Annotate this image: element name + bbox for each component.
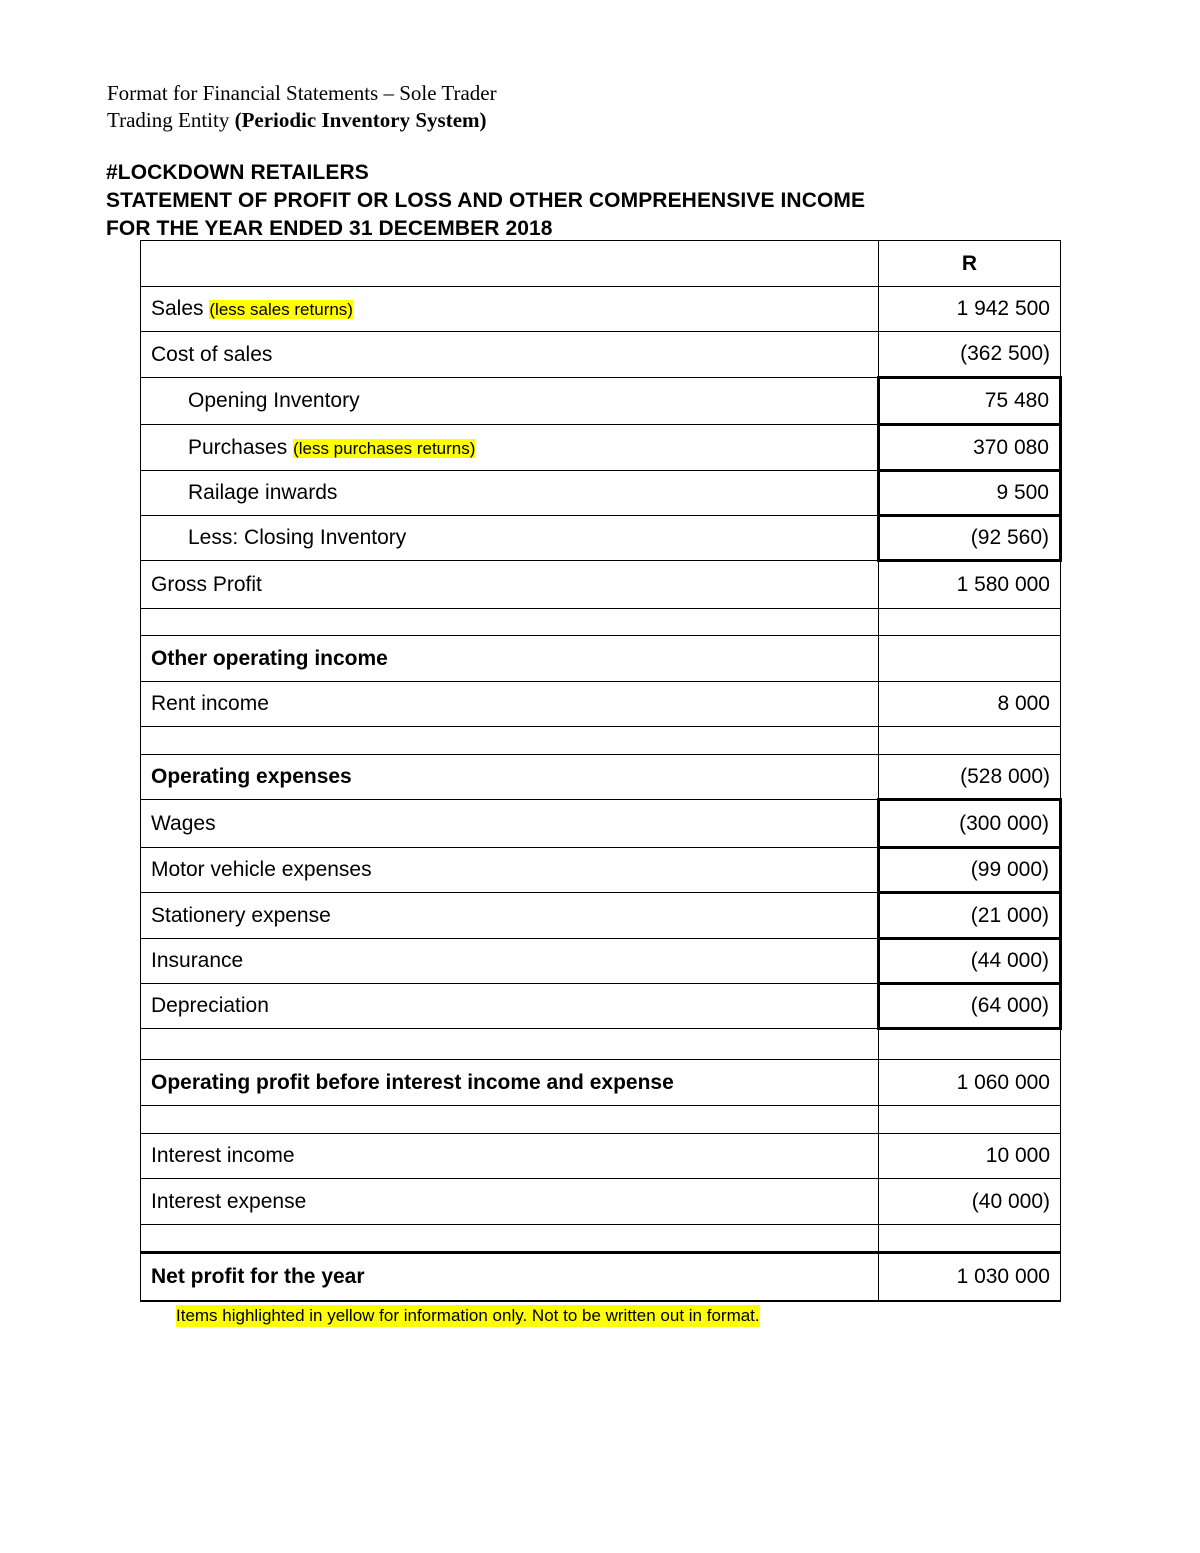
row-label: Purchases (188, 435, 288, 459)
row-depreciation (141, 984, 1061, 1029)
header-blank-cell (141, 241, 879, 287)
row-amount: (44 000) (879, 939, 1061, 984)
spacer-row (141, 609, 1061, 636)
row-label: Opening Inventory (141, 378, 879, 425)
spacer-cell (879, 1225, 1061, 1253)
blank-amount-cell (879, 636, 1061, 682)
row-gross-profit (141, 561, 1061, 609)
row-cost-of-sales (141, 332, 1061, 378)
row-amount: 1 060 000 (879, 1060, 1061, 1106)
row-insurance (141, 939, 1061, 984)
spacer-row (141, 727, 1061, 755)
row-wages (141, 800, 1061, 848)
row-amount: 75 480 (879, 378, 1061, 425)
highlight-footnote: Items highlighted in yellow for information only. Not to be written out in format. (176, 1306, 760, 1325)
row-label: Interest income (141, 1134, 879, 1179)
spacer-cell (141, 727, 879, 755)
spacer-cell (879, 1029, 1061, 1060)
spacer-cell (141, 1029, 879, 1060)
row-label: Motor vehicle expenses (141, 848, 879, 893)
spacer-cell (141, 1106, 879, 1134)
table-header-row (141, 241, 1061, 287)
row-label: Depreciation (141, 984, 879, 1029)
label-cell (141, 425, 879, 471)
row-amount: 1 580 000 (879, 561, 1061, 609)
row-label: Insurance (141, 939, 879, 984)
row-amount: 1 942 500 (879, 287, 1061, 332)
row-other-operating-income (141, 636, 1061, 682)
row-sales (141, 287, 1061, 332)
intro-line-1: Format for Financial Statements – Sole Trader (107, 81, 497, 105)
row-label: Less: Closing Inventory (141, 516, 879, 561)
row-amount: (99 000) (879, 848, 1061, 893)
label-cell (141, 287, 879, 332)
row-label: Gross Profit (141, 561, 879, 609)
row-amount: (40 000) (879, 1179, 1061, 1225)
spacer-row (141, 1225, 1061, 1253)
company-name: #LOCKDOWN RETAILERS (106, 161, 369, 184)
row-opening-inventory (141, 378, 1061, 425)
row-amount: 8 000 (879, 682, 1061, 727)
currency-header: R (879, 241, 1061, 287)
intro-line-2-prefix: Trading Entity (107, 108, 235, 132)
row-rent-income (141, 682, 1061, 727)
statement-heading (106, 159, 865, 243)
document-intro (107, 80, 497, 134)
row-amount: 1 030 000 (879, 1253, 1061, 1301)
row-amount: (300 000) (879, 800, 1061, 848)
spacer-row (141, 1029, 1061, 1060)
intro-line-2 (107, 107, 497, 134)
row-purchases (141, 425, 1061, 471)
row-amount: (21 000) (879, 893, 1061, 939)
row-label: Rent income (141, 682, 879, 727)
row-stationery-expense (141, 893, 1061, 939)
spacer-cell (879, 1106, 1061, 1134)
intro-line-2-bold: (Periodic Inventory System) (234, 108, 487, 132)
row-amount: 370 080 (879, 425, 1061, 471)
row-label: Cost of sales (141, 332, 879, 378)
row-interest-expense (141, 1179, 1061, 1225)
highlight-note: (less sales returns) (209, 300, 353, 319)
row-label: Operating profit before interest income and expense (141, 1060, 879, 1106)
spacer-cell (879, 609, 1061, 636)
row-amount: (362 500) (879, 332, 1061, 378)
spacer-cell (141, 1225, 879, 1253)
spacer-row (141, 1106, 1061, 1134)
highlight-note: (less purchases returns) (293, 438, 476, 458)
row-label: Sales (151, 297, 204, 320)
row-amount: (64 000) (879, 984, 1061, 1029)
row-amount: 9 500 (879, 471, 1061, 516)
row-label: Stationery expense (141, 893, 879, 939)
row-label: Wages (141, 800, 879, 848)
row-interest-income (141, 1134, 1061, 1179)
income-statement-table (140, 240, 1062, 1302)
row-label: Railage inwards (141, 471, 879, 516)
row-net-profit (141, 1253, 1061, 1301)
row-motor-vehicle-expenses (141, 848, 1061, 893)
row-closing-inventory (141, 516, 1061, 561)
row-railage-inwards (141, 471, 1061, 516)
row-label: Interest expense (141, 1179, 879, 1225)
row-amount: (92 560) (879, 516, 1061, 561)
row-amount: 10 000 (879, 1134, 1061, 1179)
row-label: Net profit for the year (141, 1253, 879, 1301)
row-amount: (528 000) (879, 755, 1061, 800)
statement-period: FOR THE YEAR ENDED 31 DECEMBER 2018 (106, 217, 553, 240)
section-heading: Operating expenses (141, 755, 879, 800)
row-operating-expenses (141, 755, 1061, 800)
row-operating-profit (141, 1060, 1061, 1106)
spacer-cell (879, 727, 1061, 755)
section-heading: Other operating income (141, 636, 879, 682)
spacer-cell (141, 609, 879, 636)
statement-title: STATEMENT OF PROFIT OR LOSS AND OTHER COMPREHENSIVE INCOME (106, 189, 866, 212)
